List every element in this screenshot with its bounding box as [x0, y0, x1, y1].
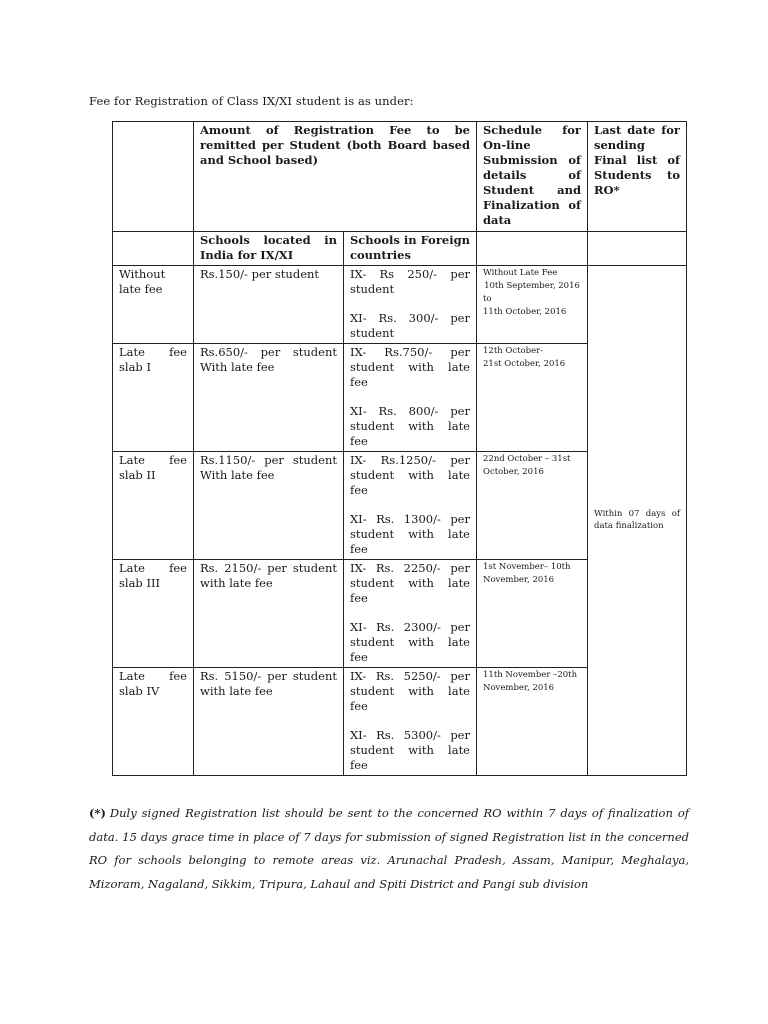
row-category: Without late fee [113, 266, 194, 344]
table-row [113, 266, 687, 344]
footnote [89, 802, 689, 896]
foreign-fee-xi: XI- Rs. 5300/- per student with late fee [350, 728, 470, 772]
foreign-fee-ix: IX- Rs.750/- per student with late fee [350, 345, 470, 389]
header-amount: Amount of Registration Fee to be remitted per Student (both Board based and School based) [194, 122, 477, 232]
header-foreign: Schools in Foreign countries [344, 232, 477, 266]
final-list-deadline: Within 07 days of data finalization [588, 266, 687, 776]
schedule-dates: 12th October- 21st October, 2016 [477, 344, 588, 452]
registration-fee-table [112, 121, 687, 776]
foreign-fee [344, 266, 477, 344]
foreign-fee-xi: XI- Rs. 300/- per student [350, 311, 470, 340]
intro-text: Fee for Registration of Class IX/XI student is as under: [89, 94, 414, 108]
india-fee: Rs.650/- per student With late fee [194, 344, 344, 452]
row-category: Late fee slab I [113, 344, 194, 452]
foreign-fee [344, 560, 477, 668]
row-category: Late fee slab III [113, 560, 194, 668]
header-india: Schools located in India for IX/XI [194, 232, 344, 266]
row-category: Late fee slab II [113, 452, 194, 560]
header-last-date: Last date for sending Final list of Students to RO* [588, 122, 687, 232]
foreign-fee-ix: IX- Rs 250/- per student [350, 267, 470, 296]
empty-subheader-cell [113, 232, 194, 266]
empty-subheader-cell [588, 232, 687, 266]
schedule-dates: Without Late Fee 10th September, 2016 to 11th October, 2016 [477, 266, 588, 344]
empty-header-cell [113, 122, 194, 232]
india-fee: Rs. 5150/- per student with late fee [194, 668, 344, 776]
foreign-fee-ix: IX- Rs. 5250/- per student with late fee [350, 669, 470, 713]
row-category: Late fee slab IV [113, 668, 194, 776]
foreign-fee-ix: IX- Rs.1250/- per student with late fee [350, 453, 470, 497]
table-subheader-row [113, 232, 687, 266]
foreign-fee-ix: IX- Rs. 2250/- per student with late fee [350, 561, 470, 605]
footnote-marker: (*) [89, 806, 106, 820]
header-schedule: Schedule for On-line Submission of details of Student and Finalization of data [477, 122, 588, 232]
foreign-fee [344, 452, 477, 560]
schedule-dates: 22nd October – 31st October, 2016 [477, 452, 588, 560]
schedule-dates: 1st November– 10th November, 2016 [477, 560, 588, 668]
empty-subheader-cell [477, 232, 588, 266]
schedule-dates: 11th November –20th November, 2016 [477, 668, 588, 776]
india-fee: Rs.1150/- per student With late fee [194, 452, 344, 560]
foreign-fee-xi: XI- Rs. 1300/- per student with late fee [350, 512, 470, 556]
foreign-fee-xi: XI- Rs. 2300/- per student with late fee [350, 620, 470, 664]
foreign-fee-xi: XI- Rs. 800/- per student with late fee [350, 404, 470, 448]
footnote-text: Duly signed Registration list should be sent to the concerned RO within 7 days of finalization of data. 15 days grace time in place of 7 days for submission of signed Registration list in the concerned RO for schools belonging to remote areas viz. Arunachal Pradesh, Assam, Manipur, Meghalaya, Mizoram, Nagaland, Sikkim, Tripura, Lahaul and Spiti District and Pangi sub division [89, 806, 689, 891]
foreign-fee [344, 668, 477, 776]
india-fee: Rs.150/- per student [194, 266, 344, 344]
table-header-row [113, 122, 687, 232]
india-fee: Rs. 2150/- per student with late fee [194, 560, 344, 668]
foreign-fee [344, 344, 477, 452]
